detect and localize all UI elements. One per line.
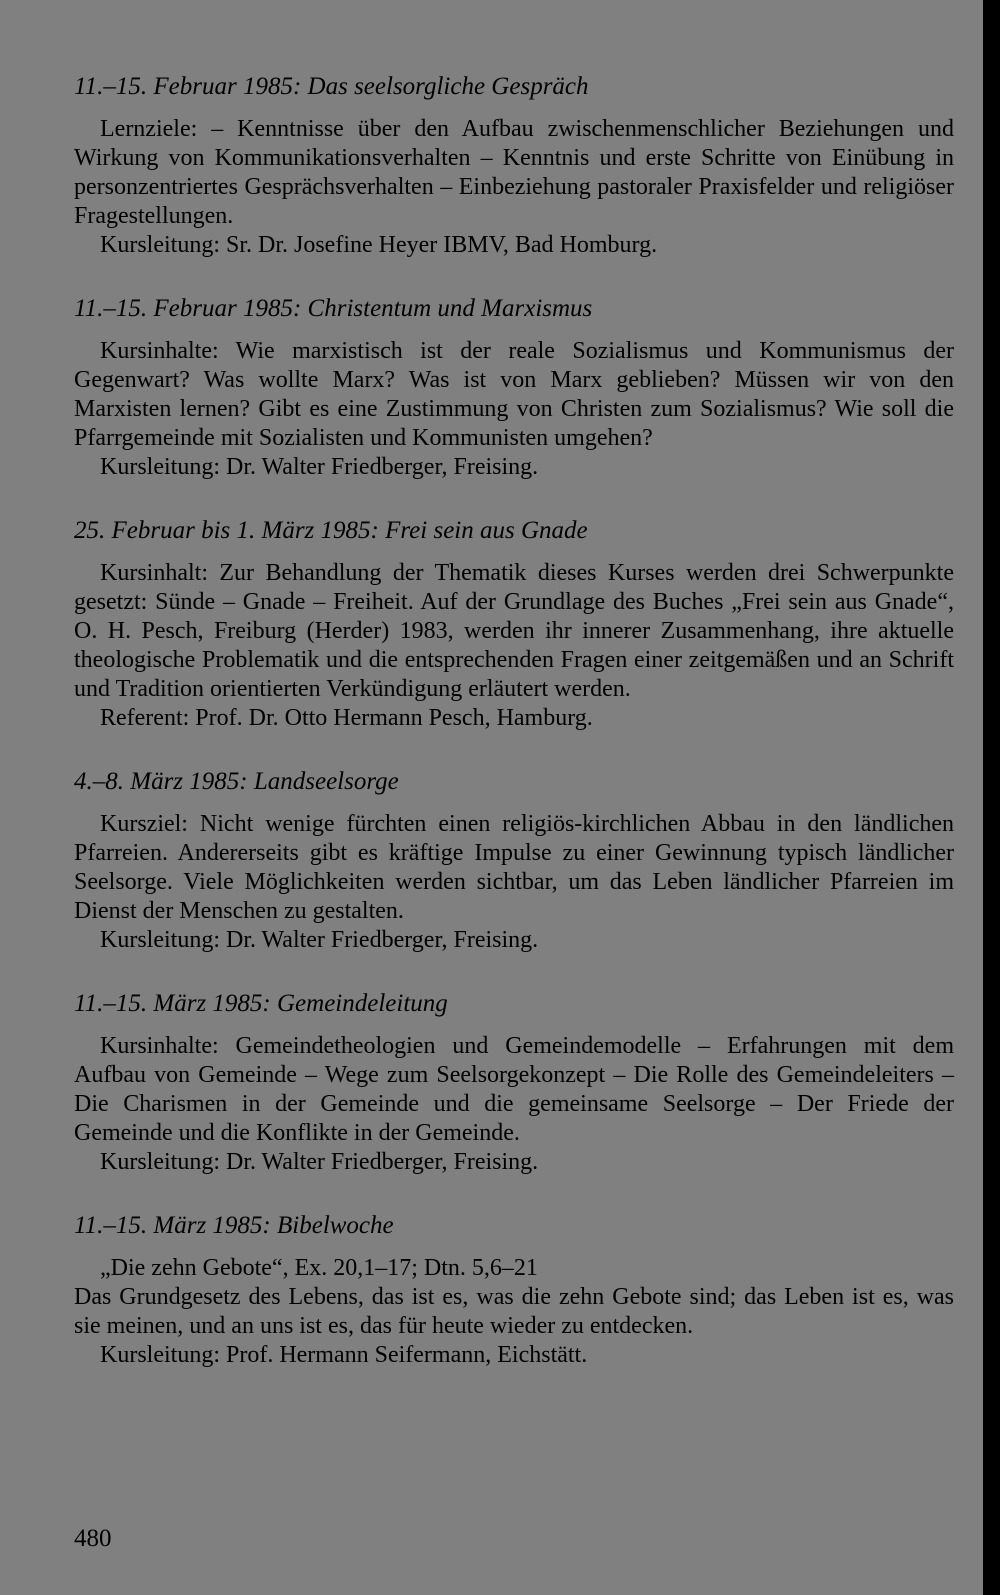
page-number: 480: [74, 1525, 112, 1552]
course-description: Das Grundgesetz des Lebens, das ist es, was die zehn Gebote sind; das Leben ist es, was sie meinen, und an uns ist es, das für heute wieder zu entdecken.: [74, 1284, 954, 1339]
course-heading: 4.–8. März 1985: Landseelsorge: [74, 768, 399, 795]
course-subtitle: „Die zehn Gebote“, Ex. 20,1–17; Dtn. 5,6–21: [100, 1255, 538, 1281]
course-description: Kursziel: Nicht wenige fürchten einen religiös-kirchlichen Abbau in den ländlichen Pfarreien. Andererseits gibt es kräftige Impulse zu einer Gewinnung typisch ländlicher Seelsorge. Viele Möglichkeiten werden sichtbar, um das Leben ländlicher Pfarreien im Dienst der Menschen zu gestalten.: [74, 811, 954, 924]
course-entry: [74, 989, 954, 1177]
course-description: Kursinhalt: Zur Behandlung der Thematik dieses Kurses werden drei Schwerpunkte gesetzt: Sünde – Gnade – Freiheit. Auf der Grundlage des Buches „Frei sein aus Gnade“, O. H. Pesch, Freiburg (Herder) 1983, werden ihr innerer Zusammenhang, ihre aktuelle theologische Problematik und die entsprechenden Fragen einer zeitgemäßen und an Schrift und Tradition orientierten Verkündigung erläutert werden.: [74, 560, 954, 702]
course-leader: Kursleitung: Prof. Hermann Seifermann, Eichstätt.: [100, 1342, 588, 1368]
course-entry: [74, 516, 954, 733]
course-entry: [74, 294, 954, 482]
course-leader: Kursleitung: Sr. Dr. Josefine Heyer IBMV, Bad Homburg.: [100, 232, 658, 258]
course-leader: Referent: Prof. Dr. Otto Hermann Pesch, Hamburg.: [100, 705, 593, 731]
course-leader: Kursleitung: Dr. Walter Friedberger, Freising.: [100, 1149, 539, 1175]
course-list: [74, 72, 954, 1404]
course-description: Kursinhalte: Gemeindetheologien und Gemeindemodelle – Erfahrungen mit dem Aufbau von Gemeinde – Wege zum Seelsorgekonzept – Die Rolle des Gemeindeleiters – Die Charismen in der Gemeinde und die gemeinsame Seelsorge – Der Friede der Gemeinde und die Konflikte in der Gemeinde.: [74, 1033, 954, 1146]
course-leader: Kursleitung: Dr. Walter Friedberger, Freising.: [100, 927, 539, 953]
course-entry: [74, 1211, 954, 1370]
course-heading: 11.–15. Februar 1985: Das seelsorgliche Gespräch: [74, 73, 589, 100]
course-heading: 11.–15. März 1985: Bibelwoche: [74, 1212, 394, 1239]
course-heading: 25. Februar bis 1. März 1985: Frei sein aus Gnade: [74, 517, 588, 544]
course-description: Lernziele: – Kenntnisse über den Aufbau zwischenmenschlicher Beziehungen und Wirkung von Kommunikationsverhalten – Kenntnis und erste Schritte von Einübung in personzentriertes Gesprächsverhalten – Einbeziehung pastoraler Praxisfelder und religiöser Fragestellungen.: [74, 116, 954, 229]
course-entry: [74, 767, 954, 955]
course-description: Kursinhalte: Wie marxistisch ist der reale Sozialismus und Kommunismus der Gegenwart? Was wollte Marx? Was ist von Marx geblieben? Müssen wir von den Marxisten lernen? Gibt es eine Zustimmung von Christen zum Sozialismus? Wie soll die Pfarrgemeinde mit Sozialisten und Kommunisten umgehen?: [74, 338, 954, 451]
course-entry: [74, 72, 954, 260]
course-heading: 11.–15. März 1985: Gemeindeleitung: [74, 990, 448, 1017]
course-leader: Kursleitung: Dr. Walter Friedberger, Freising.: [100, 454, 539, 480]
course-heading: 11.–15. Februar 1985: Christentum und Marxismus: [74, 295, 593, 322]
